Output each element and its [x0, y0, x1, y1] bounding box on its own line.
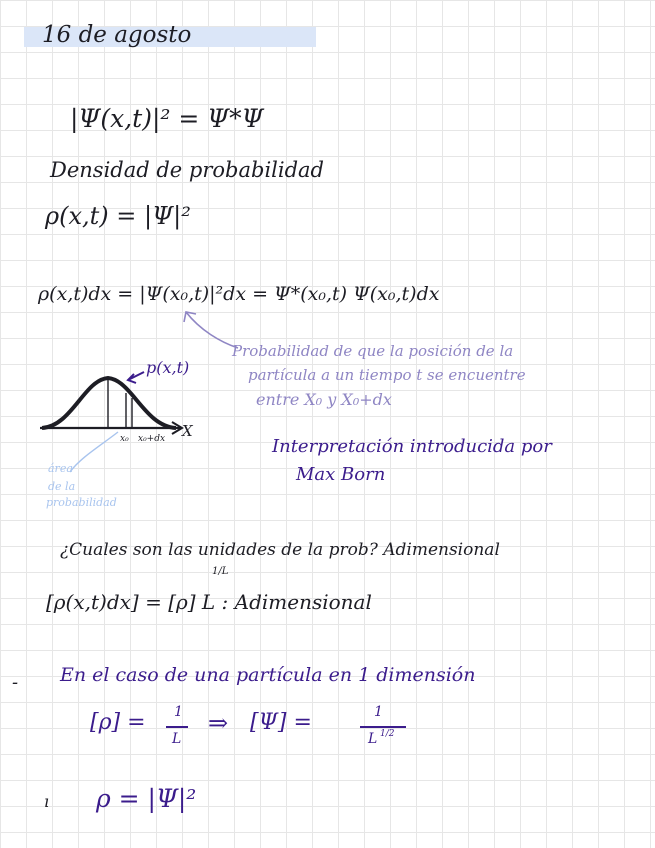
area-label-arrow [70, 432, 118, 472]
area-label-line2: de la [48, 480, 76, 493]
x0-dx-label: x₀+dx [138, 434, 166, 444]
implies-arrow: ⇒ [208, 709, 229, 737]
area-label-line1: área [48, 462, 73, 475]
margin-mark-1: - [12, 672, 19, 693]
fraction2-bar [360, 726, 406, 728]
date-heading: 16 de agosto [42, 22, 192, 48]
units-equation: [ρ(x,t)dx] = [ρ] L : Adimensional [46, 590, 372, 614]
final-equation: ρ = |Ψ|² [96, 784, 197, 813]
units-question: ¿Cuales son las unidades de la prob? Adimensional [60, 540, 500, 560]
fraction2-numerator: 1 [374, 704, 383, 720]
born-note-line1: Interpretación introducida por [272, 436, 552, 457]
born-note-line2: Max Born [296, 464, 386, 485]
gaussian-curve [42, 378, 176, 428]
one-over-L-note: 1/L [212, 566, 229, 577]
equation-density: ρ(x,t) = |Ψ|² [45, 202, 191, 230]
fraction2-exponent: 1/2 [380, 729, 395, 739]
fraction2-denominator: L [368, 731, 378, 747]
fraction1-denominator: L [172, 731, 182, 747]
density-heading: Densidad de probabilidad [50, 158, 324, 182]
area-label-line3: probabilidad [46, 496, 117, 509]
one-dimension-heading: En el caso de una partícula en 1 dimensión [60, 664, 476, 686]
fraction1-bar [166, 726, 188, 728]
probability-note-line1: Probabilidad de que la posición de la [232, 342, 514, 360]
probability-note-line2: partícula a un tiempo t se encuentre [248, 366, 526, 384]
rho-bracket: [ρ] = [90, 710, 146, 735]
equation-modulus-squared: |Ψ(x,t)|² = Ψ*Ψ [70, 104, 264, 133]
equation-probability: ρ(x,t)dx = |Ψ(x₀,t)|²dx = Ψ*(x₀,t) Ψ(x₀,t)dx [38, 283, 440, 305]
x0-label: x₀ [120, 434, 129, 444]
psi-bracket: [Ψ] = [250, 710, 312, 735]
x-axis-label: X [182, 422, 193, 440]
probability-note-line3: entre X₀ y X₀+dx [256, 390, 392, 409]
curve-label: p(x,t) [146, 358, 190, 377]
fraction1-numerator: 1 [174, 704, 183, 720]
curve-label-arrow [128, 372, 144, 383]
margin-mark-2: ı [44, 792, 50, 811]
